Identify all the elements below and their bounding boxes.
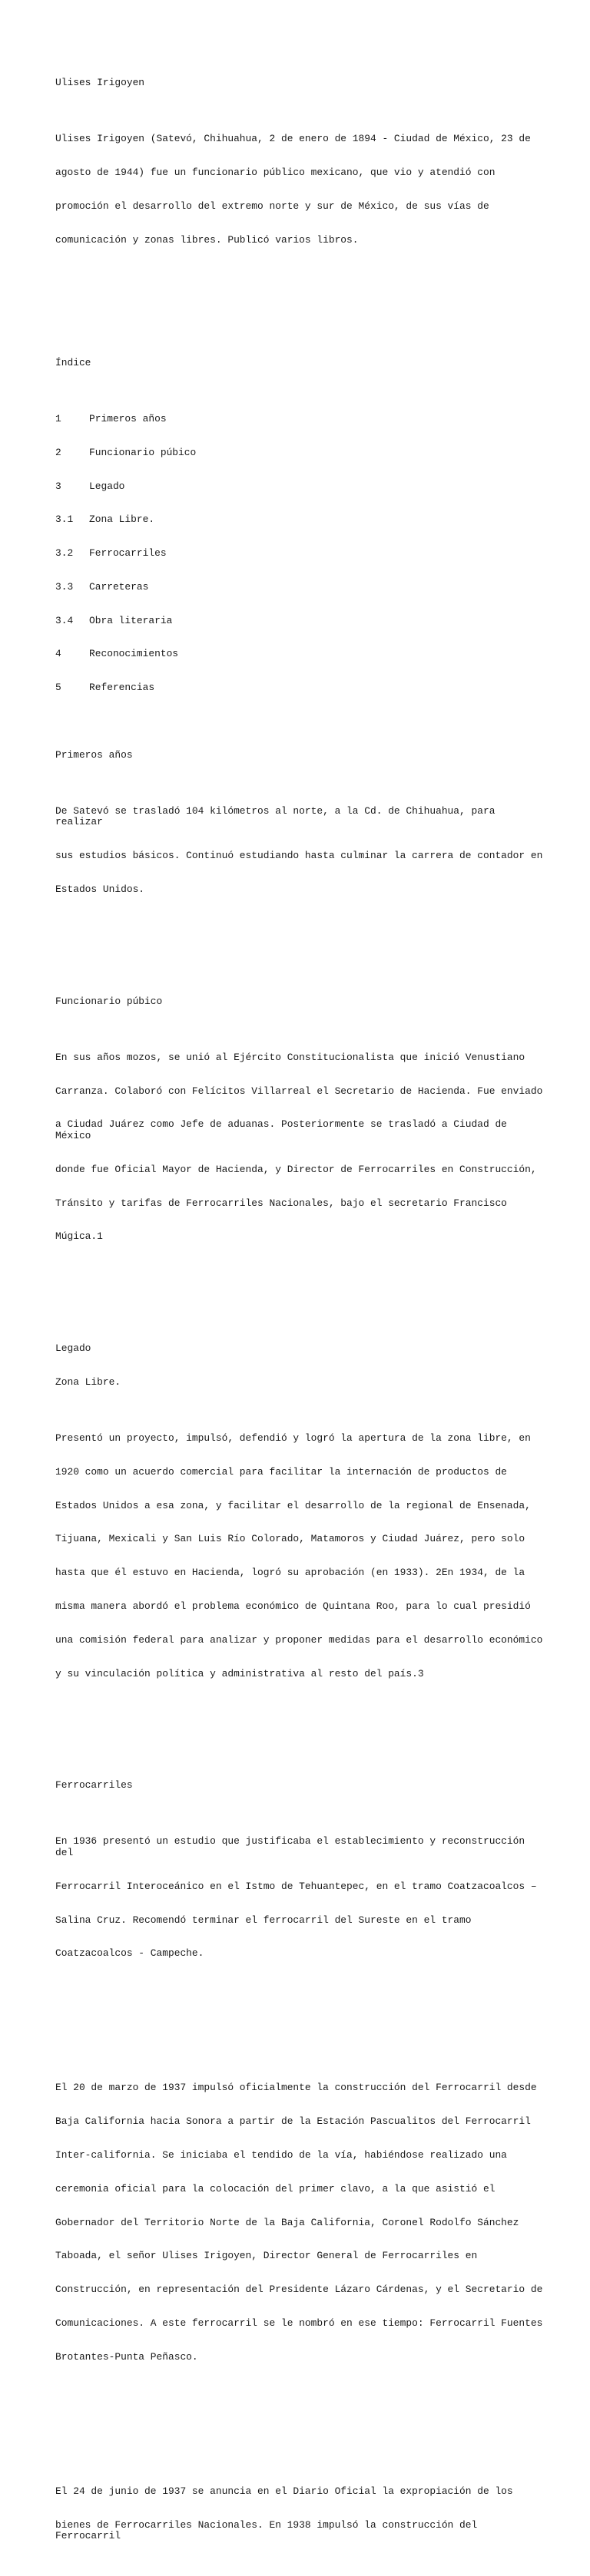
paragraph-line: Coatzacoalcos - Campeche. bbox=[55, 1947, 204, 1960]
section-heading: Funcionario púbico bbox=[55, 995, 163, 1007]
document-title: Ulises Irigoyen bbox=[55, 77, 145, 89]
paragraph-line: donde fue Oficial Mayor de Hacienda, y Director de Ferrocarriles en Construcción, bbox=[55, 1163, 537, 1175]
paragraph-line: Inter-california. Se iniciaba el tendido de la vía, habiéndose realizado una bbox=[55, 2149, 507, 2162]
paragraph-line: Taboada, el señor Ulises Irigoyen, Director General de Ferrocarriles en bbox=[55, 2250, 478, 2262]
paragraph-line: Carranza. Colaboró con Felícitos Villarreal el Secretario de Hacienda. Fue enviado bbox=[55, 1085, 543, 1097]
toc-number: 3.3 bbox=[55, 580, 74, 593]
subsection-heading: Zona Libre. bbox=[55, 1376, 121, 1389]
toc-label: Referencias bbox=[89, 682, 155, 694]
paragraph-line: a Ciudad Juárez como Jefe de aduanas. Posteriormente se trasladó a Ciudad de México bbox=[55, 1118, 513, 1141]
toc-item bbox=[55, 682, 547, 694]
paragraph-line: Gobernador del Territorio Norte de la Baja California, Coronel Rodolfo Sánchez bbox=[55, 2216, 519, 2228]
paragraph-line: Estados Unidos. bbox=[55, 883, 145, 895]
paragraph-line: Ferrocarril Interoceánico en el Istmo de Tehuantepec, en el tramo Coatzacoalcos – bbox=[55, 1880, 537, 1892]
toc-number: 3.4 bbox=[55, 614, 74, 626]
intro-paragraph bbox=[55, 111, 547, 268]
toc-number: 5 bbox=[55, 682, 61, 694]
section-paragraph bbox=[55, 1030, 547, 1265]
paragraph-line: bienes de Ferrocarriles Nacionales. En 1938 impulsó la construcción del Ferrocarril bbox=[55, 2518, 483, 2542]
toc-number: 3.2 bbox=[55, 547, 74, 560]
paragraph-line: una comisión federal para analizar y proponer medidas para el desarrollo económico bbox=[55, 1633, 543, 1646]
toc-item bbox=[55, 548, 547, 560]
section-paragraph bbox=[55, 2464, 547, 2564]
paragraph-line: agosto de 1944) fue un funcionario público mexicano, que vio y atendió con bbox=[55, 166, 496, 178]
spacer bbox=[55, 2016, 547, 2027]
paragraph-line: Brotantes-Punta Peñasco. bbox=[55, 2350, 198, 2363]
toc-number: 4 bbox=[55, 648, 61, 660]
toc-label: Primeros años bbox=[89, 413, 167, 424]
paragraph-line: El 20 de marzo de 1937 impulsó oficialmente la construcción del Ferrocarril desde bbox=[55, 2082, 537, 2094]
section-heading: Legado bbox=[55, 1342, 91, 1355]
toc-number: 3 bbox=[55, 480, 61, 492]
paragraph-line: Presentó un proyecto, impulsó, defendió y logró la apertura de la zona libre, en bbox=[55, 1432, 531, 1445]
section-paragraph bbox=[55, 1814, 547, 1982]
toc-label: Reconocimientos bbox=[89, 648, 179, 660]
subsection-heading: Ferrocarriles bbox=[55, 1779, 133, 1792]
paragraph-line: misma manera abordó el problema económico de Quintana Roo, para lo cual presidió bbox=[55, 1600, 531, 1612]
toc-heading: Índice bbox=[55, 357, 91, 369]
paragraph-line: y su vinculación política y administrativa al resto del país.3 bbox=[55, 1667, 424, 1679]
paragraph-line: Comunicaciones. A este ferrocarril se le nombró en ese tiempo: Ferrocarril Fuentes bbox=[55, 2317, 543, 2329]
paragraph-line: De Satevó se trasladó 104 kilómetros al norte, a la Cd. de Chihuahua, para realizar bbox=[55, 804, 502, 828]
paragraph-line: Múgica.1 bbox=[55, 1230, 103, 1243]
toc-label: Obra literaria bbox=[89, 614, 173, 626]
paragraph-line: sus estudios básicos. Continuó estudiando hasta culminar la carrera de contador en bbox=[55, 850, 543, 862]
toc-label: Zona Libre. bbox=[89, 514, 155, 526]
paragraph-line: Baja California hacia Sonora a partir de la Estación Pascualitos del Ferrocarril bbox=[55, 2115, 531, 2128]
toc-number: 3.1 bbox=[55, 514, 74, 526]
table-of-contents bbox=[55, 391, 547, 716]
paragraph-line: 1920 como un acuerdo comercial para facilitar la internación de productos de bbox=[55, 1465, 507, 1478]
spacer bbox=[55, 1735, 547, 1747]
paragraph-line: Construcción, en representación del Presidente Lázaro Cárdenas, y el Secretario de bbox=[55, 2284, 543, 2296]
toc-item bbox=[55, 616, 547, 627]
spacer bbox=[55, 2419, 547, 2430]
section-paragraph bbox=[55, 1411, 547, 1702]
toc-number: 2 bbox=[55, 446, 61, 458]
toc-item bbox=[55, 649, 547, 660]
paragraph-line: El 24 de junio de 1937 se anuncia en el Diario Oficial la expropiación de los bbox=[55, 2485, 513, 2497]
paragraph-line: comunicación y zonas libres. Publicó varios libros. bbox=[55, 233, 359, 246]
paragraph-line: Tránsito y tarifas de Ferrocarriles Nacionales, bajo el secretario Francisco bbox=[55, 1197, 507, 1209]
paragraph-line: Salina Cruz. Recomendó terminar el ferrocarril del Sureste en el tramo bbox=[55, 1914, 472, 1926]
toc-item bbox=[55, 481, 547, 493]
section-paragraph bbox=[55, 784, 547, 918]
paragraph-line: ceremonia oficial para la colocación del primer clavo, a la que asistió el bbox=[55, 2182, 496, 2195]
toc-item bbox=[55, 414, 547, 425]
toc-item bbox=[55, 514, 547, 526]
paragraph-line: hasta que él estuvo en Hacienda, logró su aprobación (en 1933). 2En 1934, de la bbox=[55, 1567, 525, 1579]
paragraph-line: Tijuana, Mexicali y San Luis Río Colorado, Matamoros y Ciudad Juárez, pero solo bbox=[55, 1533, 525, 1545]
toc-number: 1 bbox=[55, 413, 61, 424]
toc-label: Funcionario púbico bbox=[89, 446, 197, 458]
toc-label: Legado bbox=[89, 480, 125, 492]
toc-item bbox=[55, 582, 547, 593]
toc-label: Ferrocarriles bbox=[89, 547, 167, 560]
document-page bbox=[55, 55, 547, 2576]
paragraph-line: Estados Unidos a esa zona, y facilitar el desarrollo de la regional de Ensenada, bbox=[55, 1499, 531, 1511]
paragraph-line: promoción el desarrollo del extremo norte y sur de México, de sus vías de bbox=[55, 200, 489, 212]
paragraph-line: Ulises Irigoyen (Satevó, Chihuahua, 2 de enero de 1894 - Ciudad de México, 23 de bbox=[55, 133, 531, 145]
toc-item bbox=[55, 447, 547, 459]
section-paragraph bbox=[55, 2060, 547, 2385]
section-heading: Primeros años bbox=[55, 748, 133, 761]
toc-label: Carreteras bbox=[89, 580, 149, 593]
paragraph-line: En sus años mozos, se unió al Ejército Constitucionalista que inició Venustiano bbox=[55, 1051, 525, 1063]
spacer bbox=[55, 302, 547, 324]
spacer bbox=[55, 952, 547, 963]
paragraph-line: En 1936 presentó un estudio que justificaba el establecimiento y reconstrucción del bbox=[55, 1835, 531, 1858]
spacer bbox=[55, 1299, 547, 1310]
